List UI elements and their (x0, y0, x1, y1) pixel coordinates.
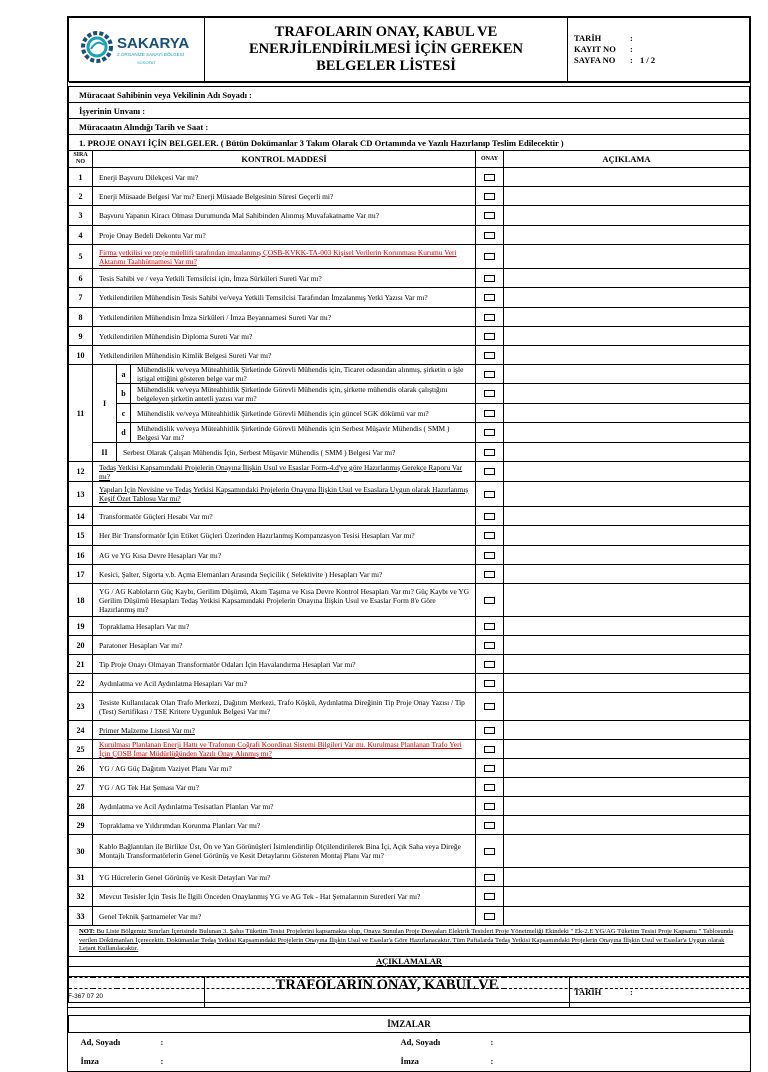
checkbox-icon (484, 893, 495, 900)
row-aciklama[interactable] (504, 887, 750, 907)
row-8-onay-checkbox[interactable] (476, 308, 504, 327)
received-date-field[interactable]: Müracaatın Alındığı Tarih ve Saat : (69, 119, 750, 135)
table-row (69, 655, 750, 674)
row-24-onay-checkbox[interactable] (476, 721, 504, 740)
row-18-onay-checkbox[interactable] (476, 584, 504, 617)
row-no: 23 (69, 693, 93, 721)
checkbox-icon (484, 848, 495, 855)
row-aciklama[interactable] (504, 168, 750, 187)
row-item: Mühendislik ve/veya Müteahhitlik Şirketinde Görevli Mühendis için Serbest Müşavir Mühendis ( SMM ) Belgesi Var mı? (131, 423, 476, 443)
row-aciklama[interactable] (504, 655, 750, 674)
table-row (69, 443, 750, 462)
row-aciklama[interactable] (504, 482, 750, 507)
applicant-name-field[interactable]: Müracaat Sahibinin veya Vekilinin Adı Soyadı : (69, 87, 750, 103)
row-item: YG Hücrelerin Genel Görünüş ve Kesit Detayları Var mı? (93, 868, 476, 887)
row-aciklama[interactable] (504, 245, 750, 269)
row-no: 24 (69, 721, 93, 740)
row-item: Proje Onay Bedeli Dekontu Var mı? (93, 226, 476, 245)
sub-letter: c (117, 404, 131, 423)
document-title: TRAFOLARIN ONAY, KABUL VE ENERJİLENDİRİLMESİ İÇİN GEREKEN BELGELER LİSTESİ (205, 18, 568, 82)
logo-sub: 2.ORGANİZE SANAYİ BÖLGESİ (116, 52, 184, 57)
meta-page-no: SAYFA NO : 1 / 2 (574, 55, 656, 65)
row-item: Mühendislik ve/veya Müteahhitlik Şirketinde Görevli Mühendis için, Ticaret odasından alınmış, şirketin o işle iştigal ettiğini gösteren belge var mı? (131, 365, 476, 384)
row-5-onay-checkbox[interactable] (476, 245, 504, 269)
row-aciklama[interactable] (504, 693, 750, 721)
checkbox-icon (484, 491, 495, 498)
sakarya-gear-icon (77, 22, 197, 72)
row-23-onay-checkbox[interactable] (476, 693, 504, 721)
left-name-label: Ad, Soyadı (80, 1037, 121, 1048)
row-no: 5 (69, 245, 93, 269)
checkbox-icon (484, 390, 495, 397)
checkbox-icon (484, 822, 495, 829)
row-no: 19 (69, 617, 93, 636)
row-item: Aydınlatma ve Acil Aydınlatma Hesapları Var mı? (93, 674, 476, 693)
row-31-onay-checkbox[interactable] (476, 868, 504, 887)
row-item: Başvuru Yapanın Kiracı Olması Durumunda Mal Sahibinden Alınmış Muvafakatname Var mı? (93, 206, 476, 226)
table-row (69, 206, 750, 226)
row-item: Mühendislik ve/veya Müteahhitlik Şirketinde Görevli Mühendis için, şirkette mühendis olarak çalıştığını belgeleyen şirketin antetli yazısı var mı? (131, 384, 476, 404)
col-header-aciklama: AÇIKLAMA (504, 151, 750, 168)
row-no: 31 (69, 868, 93, 887)
checkbox-icon (484, 765, 495, 772)
company-title-field[interactable]: İşyerinin Unvanı : (69, 103, 750, 119)
table-row (69, 584, 750, 617)
row-no: 28 (69, 797, 93, 816)
checkbox-icon (484, 212, 495, 219)
row-6-onay-checkbox[interactable] (476, 269, 504, 288)
row-9-onay-checkbox[interactable] (476, 327, 504, 346)
row-item: YG / AG Güç Dağıtım Vaziyet Planı Var mı? (93, 759, 476, 778)
row-item: Firma yetkilisi ve proje müellifi tarafından imzalanmış ÇOSB-KVKK-TA-003 Kişisel Verilerin Korunması Kurumu Veri Aktarımı Taahhütnamesi Var mı? (93, 245, 476, 269)
row-item: Topraklama ve Yıldırımdan Korunma Planları Var mı? (93, 816, 476, 835)
table-row (69, 565, 750, 584)
checkbox-icon (484, 532, 495, 539)
row-item: YG / AG Kabloların Güç Kaybı, Gerilim Düşümü, Akım Taşıma ve Kısa Devre Kontrol Hesapları Var mı? Güç Kaybı ve YG Gerilim Düşümü Hesapları Tedaş Yetkisi Kapsamındaki Projelerin Onayına İlişkin Usul ve Esaslar Form 8'e Göre Hazırlanmış mı? (93, 584, 476, 617)
logo (69, 18, 205, 82)
page-2-meta: TARİH : (574, 987, 633, 997)
col-header-item: KONTROL MADDESİ (93, 151, 476, 168)
row-no: 32 (69, 887, 93, 907)
row-no: 2 (69, 187, 93, 206)
form-sheet (67, 16, 751, 1072)
checkbox-icon (484, 174, 495, 181)
row-10-onay-checkbox[interactable] (476, 346, 504, 365)
row-aciklama[interactable] (504, 835, 750, 868)
right-sign-field[interactable]: : (490, 1056, 494, 1067)
table-row (69, 740, 750, 759)
row-11-ii-onay-checkbox[interactable] (476, 443, 504, 462)
row-aciklama[interactable] (504, 404, 750, 423)
table-row (69, 423, 750, 443)
row-no: 22 (69, 674, 93, 693)
row-no: 4 (69, 226, 93, 245)
right-name-label: Ad, Soyadı (400, 1037, 441, 1048)
row-13-onay-checkbox[interactable] (476, 482, 504, 507)
checkbox-icon (484, 803, 495, 810)
row-25-onay-checkbox[interactable] (476, 740, 504, 759)
checkbox-icon (484, 727, 495, 734)
signature-block (69, 1033, 750, 1071)
checkbox-icon (484, 449, 495, 456)
row-aciklama[interactable] (504, 346, 750, 365)
row-item: Kesici, Şalter, Sigorta v.b. Açma Elemanları Arasında Seçicilik ( Selektivite ) Hesapları Var mı? (93, 565, 476, 584)
checkbox-icon (484, 410, 495, 417)
table-row (69, 816, 750, 835)
checkbox-icon (484, 232, 495, 239)
checkbox-icon (484, 623, 495, 630)
right-name-field[interactable]: : (490, 1037, 494, 1048)
row-aciklama[interactable] (504, 384, 750, 404)
row-22-onay-checkbox[interactable] (476, 674, 504, 693)
right-sign-label: İmza (400, 1056, 419, 1067)
row-21-onay-checkbox[interactable] (476, 655, 504, 674)
row-aciklama[interactable] (504, 868, 750, 887)
row-20-onay-checkbox[interactable] (476, 636, 504, 655)
row-item: Kurulması Planlanan Enerji Hattı ve Trafonun Coğrafi Koordinat Sistemi Bilgileri Var mı. Kurulması Planlanan Trafo Yeri İçin ÇOSB İmar Müdürlüğünden Yazılı Onay Alınmış mı? (93, 740, 476, 759)
left-sign-label: İmza (80, 1056, 99, 1067)
row-item: Yapıları İçin Nevisine ve Tedaş Yetkisi Kapsamındaki Projelerin Onayına İlişkin Usul ve Esaslara Uygun olarak Hazırlanmış Keşif Özet Tablosu Var mı? (93, 482, 476, 507)
table-row (69, 327, 750, 346)
table-row (69, 693, 750, 721)
form-code: F-367 07 20 (68, 993, 104, 1000)
row-11-d-onay-checkbox[interactable] (476, 423, 504, 443)
row-33-onay-checkbox[interactable] (476, 907, 504, 926)
row-item: Aydınlatma ve Acil Aydınlatma Tesisatları Planları Var mı? (93, 797, 476, 816)
row-aciklama[interactable] (504, 226, 750, 245)
table-row (69, 308, 750, 327)
table-row (69, 288, 750, 308)
row-no: 26 (69, 759, 93, 778)
table-row (69, 384, 750, 404)
row-no: 14 (69, 507, 93, 526)
row-16-onay-checkbox[interactable] (476, 546, 504, 565)
row-no: 12 (69, 462, 93, 482)
table-row (69, 365, 750, 384)
note: NOT: Bu Liste Bölgemiz Sınırları İçerisinde Bulunan 3. Şahıs Tüketim Tesisi Projelerini kapsamakta olup, Onaya Sunulan Proje Dosyaları Elektrik Tesisleri Proje Yönetmeliği Ekindeki " Ek-2.E YG/AG Tüketim Tesisi Proje Kapsamı " Tablosunda verilen Dokümanları İçerecektir. Dokümanlar Tedaş Yetkisi Kapsamındaki Projelerin Onayına İlişkin Usul ve Esaslar'a Göre Hazırlanacaktır. Tüm Paftalarda Tedaş Yetkisi Kapsamındaki Projelerin Onayına İlişkin Usul ve Esaslar'a Uygun olarak Lejant Kullanılacaktır. (69, 926, 750, 957)
row-item: Tedaş Yetkisi Kapsamındaki Projelerin Onayına İlişkin Usul ve Esaslar Form-4.d'ye göre Hazırlanmış Gerekçe Raporu Var mı? (93, 462, 476, 482)
row-item: Genel Teknik Şartnameler Var mı? (93, 907, 476, 926)
left-sign-field[interactable]: : (160, 1056, 164, 1067)
row-aciklama[interactable] (504, 308, 750, 327)
group-ii-label: II (93, 443, 117, 462)
row-item: Topraklama Hesapları Var mı? (93, 617, 476, 636)
checkbox-icon (484, 429, 495, 436)
row-28-onay-checkbox[interactable] (476, 797, 504, 816)
row-aciklama[interactable] (504, 462, 750, 482)
row-item: Yetkilendirilen Mühendisin Kimlik Belgesi Sureti Var mı? (93, 346, 476, 365)
table-row (69, 835, 750, 868)
row-2-onay-checkbox[interactable] (476, 187, 504, 206)
row-14-onay-checkbox[interactable] (476, 507, 504, 526)
checkbox-icon (484, 352, 495, 359)
checkbox-icon (484, 314, 495, 321)
row-11-c-onay-checkbox[interactable] (476, 404, 504, 423)
page-2-title: TRAFOLARIN ONAY, KABUL VE (204, 977, 570, 1007)
row-aciklama[interactable] (504, 269, 750, 288)
row-aciklama[interactable] (504, 526, 750, 546)
checkbox-icon (484, 913, 495, 920)
table-row (69, 507, 750, 526)
row-30-onay-checkbox[interactable] (476, 835, 504, 868)
row-aciklama[interactable] (504, 206, 750, 226)
row-aciklama[interactable] (504, 288, 750, 308)
table-row (69, 778, 750, 797)
checkbox-icon (484, 371, 495, 378)
row-no: 16 (69, 546, 93, 565)
row-item: Her Bir Transformatör İçin Etiket Güçleri Üzerinden Hazırlanmış Kompanzasyon Tesisi Hesapları Var mı? (93, 526, 476, 546)
row-no: 27 (69, 778, 93, 797)
table-row (69, 759, 750, 778)
row-no: 10 (69, 346, 93, 365)
checklist-table (68, 82, 750, 1071)
checkbox-icon (484, 571, 495, 578)
row-no: 20 (69, 636, 93, 655)
row-12-onay-checkbox[interactable] (476, 462, 504, 482)
row-item: Yetkilendirilen Mühendisin İmza Sirküleri / İmza Beyannamesi Sureti Var mı? (93, 308, 476, 327)
logo-sub2: SOSOTAT (136, 60, 156, 65)
table-row (69, 674, 750, 693)
table-row (69, 797, 750, 816)
row-no: 6 (69, 269, 93, 288)
row-aciklama[interactable] (504, 187, 750, 206)
row-11-b-onay-checkbox[interactable] (476, 384, 504, 404)
row-aciklama[interactable] (504, 674, 750, 693)
checkbox-icon (484, 513, 495, 520)
row-aciklama[interactable] (504, 816, 750, 835)
checkbox-icon (484, 746, 495, 753)
document-meta (568, 18, 750, 82)
row-no: 1 (69, 168, 93, 187)
row-item: Yetkilendirilen Mühendisin Diploma Sureti Var mı? (93, 327, 476, 346)
row-aciklama[interactable] (504, 443, 750, 462)
row-aciklama[interactable] (504, 584, 750, 617)
checkbox-icon (484, 253, 495, 260)
table-row (69, 526, 750, 546)
row-aciklama[interactable] (504, 507, 750, 526)
row-item: Kablo Bağlantıları ile Birlikte Üst, Ön ve Yan Görünüşleri İsimlendirilip Ölçülendirilerek Bina İçi, Açık Saha veya Direğe Montajlı Transformatörlerin Genel Görünüş ve Kesit Detaylarını Gösteren Montaj Planı Var mı? (93, 835, 476, 868)
header-table (68, 17, 750, 82)
row-no: 30 (69, 835, 93, 868)
table-row (69, 187, 750, 206)
row-19-onay-checkbox[interactable] (476, 617, 504, 636)
checkbox-icon (484, 468, 495, 475)
row-aciklama[interactable] (504, 636, 750, 655)
group-i-label: I (93, 365, 117, 443)
table-row (69, 617, 750, 636)
row-1-onay-checkbox[interactable] (476, 168, 504, 187)
table-row (69, 168, 750, 187)
meta-date: TARİH : (574, 33, 633, 43)
row-item: Paratoner Hesapları Var mı? (93, 636, 476, 655)
sub-letter: b (117, 384, 131, 404)
meta-record-no: KAYIT NO : (574, 44, 633, 54)
row-no: 13 (69, 482, 93, 507)
row-aciklama[interactable] (504, 565, 750, 584)
row-no: 17 (69, 565, 93, 584)
table-row (69, 346, 750, 365)
table-row (69, 907, 750, 926)
table-row (69, 482, 750, 507)
row-aciklama[interactable] (504, 546, 750, 565)
row-aciklama[interactable] (504, 907, 750, 926)
row-aciklama[interactable] (504, 423, 750, 443)
row-no: 3 (69, 206, 93, 226)
row-no: 7 (69, 288, 93, 308)
row-aciklama[interactable] (504, 740, 750, 759)
row-item: YG / AG Tek Hat Şeması Var mı? (93, 778, 476, 797)
table-row (69, 226, 750, 245)
left-name-field[interactable]: : (160, 1037, 164, 1048)
table-row (69, 546, 750, 565)
section-title: 1. PROJE ONAYI İÇİN BELGELER. ( Bütün Dokümanlar 3 Takım Olarak CD Ortamında ve Yazılı Hazırlanıp Teslim Edilecektir ) (69, 135, 750, 151)
checkbox-icon (484, 661, 495, 668)
table-row (69, 636, 750, 655)
checkbox-icon (484, 597, 495, 604)
table-row (69, 245, 750, 269)
row-29-onay-checkbox[interactable] (476, 816, 504, 835)
row-26-onay-checkbox[interactable] (476, 759, 504, 778)
page-2-header (67, 976, 751, 1008)
row-item: Tip Proje Onayı Olmayan Transformatör Odaları İçin Havalandırma Hesapları Var mı? (93, 655, 476, 674)
row-7-onay-checkbox[interactable] (476, 288, 504, 308)
checkbox-icon (484, 642, 495, 649)
row-item: Primer Malzeme Listesi Var mı? (93, 721, 476, 740)
row-aciklama[interactable] (504, 759, 750, 778)
checkbox-icon (484, 874, 495, 881)
row-item: Tesis Sahibi ve / veya Yetkili Temsilcisi için, İmza Sürküleri Sureti Var mı? (93, 269, 476, 288)
table-row (69, 887, 750, 907)
checkbox-icon (484, 680, 495, 687)
row-no: 25 (69, 740, 93, 759)
checkbox-icon (484, 552, 495, 559)
row-item: Yetkilendirilen Mühendisin Tesis Sahibi ve/veya Yetkili Temsilcisi Tarafından İmzalanmış Yetki Yazısı Var mı? (93, 288, 476, 308)
row-no: 9 (69, 327, 93, 346)
table-row (69, 404, 750, 423)
row-aciklama[interactable] (504, 778, 750, 797)
row-no: 21 (69, 655, 93, 674)
row-11-a-onay-checkbox[interactable] (476, 365, 504, 384)
row-aciklama[interactable] (504, 365, 750, 384)
imzalar-title: İMZALAR (69, 1015, 750, 1032)
row-aciklama[interactable] (504, 327, 750, 346)
col-header-onay: ONAY (476, 151, 504, 168)
row-no: 8 (69, 308, 93, 327)
row-32-onay-checkbox[interactable] (476, 887, 504, 907)
row-no: 18 (69, 584, 93, 617)
row-4-onay-checkbox[interactable] (476, 226, 504, 245)
table-row (69, 269, 750, 288)
row-no: 29 (69, 816, 93, 835)
row-no: 15 (69, 526, 93, 546)
row-15-onay-checkbox[interactable] (476, 526, 504, 546)
row-item: Enerji Başvuru Dilekçesi Var mı? (93, 168, 476, 187)
row-3-onay-checkbox[interactable] (476, 206, 504, 226)
checkbox-icon (484, 193, 495, 200)
checkbox-icon (484, 333, 495, 340)
checkbox-icon (484, 294, 495, 301)
logo-name: SAKARYA (116, 35, 189, 52)
table-row (69, 721, 750, 740)
row-item: Tesiste Kullanılacak Olan Trafo Merkezi, Dağıtım Merkezi, Trafo Köşkü, Aydınlatma Direğinin Tip Proje Onay Yazısı / Tip (Test) Sertifikası / TSE Kritere Uygunluk Belgesi Var mı? (93, 693, 476, 721)
row-item: AG ve YG Kısa Devre Hesapları Var mı? (93, 546, 476, 565)
table-row (69, 462, 750, 482)
row-item: Mevcut Tesisler İçin Tesis İle İlgili Önceden Onaylanmış YG ve AG Tek - Hat Şemalarının Suretleri Var mı? (93, 887, 476, 907)
sub-letter: a (117, 365, 131, 384)
row-item: Transformatör Güçleri Hesabı Var mı? (93, 507, 476, 526)
table-row (69, 868, 750, 887)
row-aciklama[interactable] (504, 617, 750, 636)
checkbox-icon (484, 703, 495, 710)
col-header-no: SIRA NO (69, 151, 93, 168)
row-27-onay-checkbox[interactable] (476, 778, 504, 797)
checkbox-icon (484, 784, 495, 791)
checkbox-icon (484, 275, 495, 282)
row-item: Mühendislik ve/veya Müteahhitlik Şirketinde Görevli Mühendis için güncel SGK dökümü var mı? (131, 404, 476, 423)
row-no: 11 (69, 365, 93, 462)
row-17-onay-checkbox[interactable] (476, 565, 504, 584)
row-no: 33 (69, 907, 93, 926)
sub-letter: d (117, 423, 131, 443)
row-item: Serbest Olarak Çalışan Mühendis İçin, Serbest Müşavir Mühendis ( SMM ) Belgesi Var mı? (117, 443, 476, 462)
row-item: Enerji Müsaade Belgesi Var mı? Enerji Müsaade Belgesinin Süresi Geçerli mi? (93, 187, 476, 206)
aciklamalar-title: AÇIKLAMALAR (69, 956, 750, 966)
row-aciklama[interactable] (504, 797, 750, 816)
row-aciklama[interactable] (504, 721, 750, 740)
